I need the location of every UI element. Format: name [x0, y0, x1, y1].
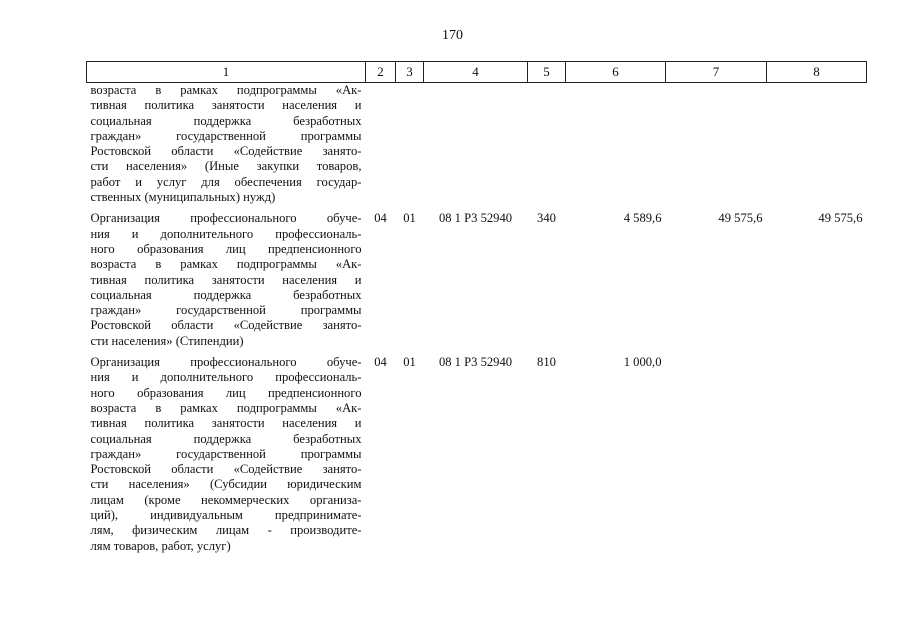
- description-line: Ростовской области «Содействие занято-: [90, 462, 362, 477]
- description-line: ния и дополнительного профессиональ-: [90, 226, 362, 241]
- header-col-2: 2: [366, 62, 396, 83]
- section-code: 04: [374, 211, 387, 226]
- expense-type-code: 340: [537, 211, 556, 226]
- description-line: ственных (муниципальных) нужд): [90, 190, 276, 205]
- target-article-code: [424, 83, 528, 206]
- description-line: социальная поддержка безработных: [90, 113, 362, 128]
- subsection-code: [396, 83, 424, 206]
- expense-type-code: [528, 83, 566, 206]
- description-line: сти населения» (Стипендии): [90, 333, 244, 348]
- table-row: [87, 205, 867, 349]
- header-col-7: 7: [666, 62, 767, 83]
- description-line: тивная политика занятости населения и: [90, 416, 362, 431]
- description-line: Ростовской области «Содействие занято-: [90, 318, 362, 333]
- amount-col-6: [566, 83, 666, 206]
- amount-col-8: [767, 83, 867, 206]
- description-line: Организация профессионального обуче-: [90, 211, 362, 226]
- header-col-4: 4: [424, 62, 528, 83]
- row-description: [87, 349, 366, 554]
- header-row: [87, 62, 867, 83]
- table-row: [87, 83, 867, 206]
- description-line: ния и дополнительного профессиональ-: [90, 370, 362, 385]
- page-number: 170: [442, 28, 463, 43]
- amount-col-8: [767, 349, 867, 554]
- description-line: сти населения» (Субсидии юридическим: [90, 477, 362, 492]
- description-line: возраста в рамках подпрограммы «Ак-: [90, 257, 362, 272]
- section-code: 04: [374, 355, 387, 370]
- amount-col-7: [666, 83, 767, 206]
- header-col-1: 1: [87, 62, 366, 83]
- description-line: тивная политика занятости населения и: [90, 272, 362, 287]
- header-col-3: 3: [396, 62, 424, 83]
- description-line: граждан» государственной программы: [90, 303, 362, 318]
- header-col-5: 5: [528, 62, 566, 83]
- description-line: возраста в рамках подпрограммы «Ак-: [90, 83, 362, 97]
- description-line: граждан» государственной программы: [90, 128, 362, 143]
- header-col-6: 6: [566, 62, 666, 83]
- description-line: возраста в рамках подпрограммы «Ак-: [90, 400, 362, 415]
- description-line: Ростовской области «Содействие занято-: [90, 144, 362, 159]
- table-row: [87, 349, 867, 554]
- row-description: [87, 205, 366, 349]
- header-col-8: 8: [767, 62, 867, 83]
- target-article-code: 08 1 P3 52940: [438, 355, 513, 370]
- expense-type-code: 810: [537, 355, 556, 370]
- description-line: работ и услуг для обеспечения государ-: [90, 174, 362, 189]
- target-article-code: 08 1 P3 52940: [438, 211, 513, 226]
- description-line: лям товаров, работ, услуг): [90, 538, 231, 553]
- description-line: лицам (кроме некоммерческих организа-: [90, 492, 362, 507]
- amount-col-7: 49 575,6: [718, 211, 763, 226]
- description-line: сти населения» (Иные закупки товаров,: [90, 159, 362, 174]
- amount-col-6: 4 589,6: [623, 211, 662, 226]
- subsection-code: 01: [403, 355, 416, 370]
- description-line: тивная политика занятости населения и: [90, 98, 362, 113]
- table-body: [87, 83, 867, 554]
- amount-col-6: 1 000,0: [623, 355, 662, 370]
- description-line: лям, физическим лицам - производите-: [90, 523, 362, 538]
- section-code: [366, 83, 396, 206]
- description-line: социальная поддержка безработных: [90, 287, 362, 302]
- description-line: Организация профессионального обуче-: [90, 355, 362, 370]
- description-line: ного образования лиц предпенсионного: [90, 241, 362, 256]
- row-description: [87, 83, 366, 206]
- amount-col-7: [666, 349, 767, 554]
- description-line: ций), индивидуальным предпринимате-: [90, 508, 362, 523]
- amount-col-8: 49 575,6: [818, 211, 863, 226]
- description-line: социальная поддержка безработных: [90, 431, 362, 446]
- description-line: ного образования лиц предпенсионного: [90, 385, 362, 400]
- budget-table: [86, 61, 867, 554]
- description-line: граждан» государственной программы: [90, 446, 362, 461]
- subsection-code: 01: [403, 211, 416, 226]
